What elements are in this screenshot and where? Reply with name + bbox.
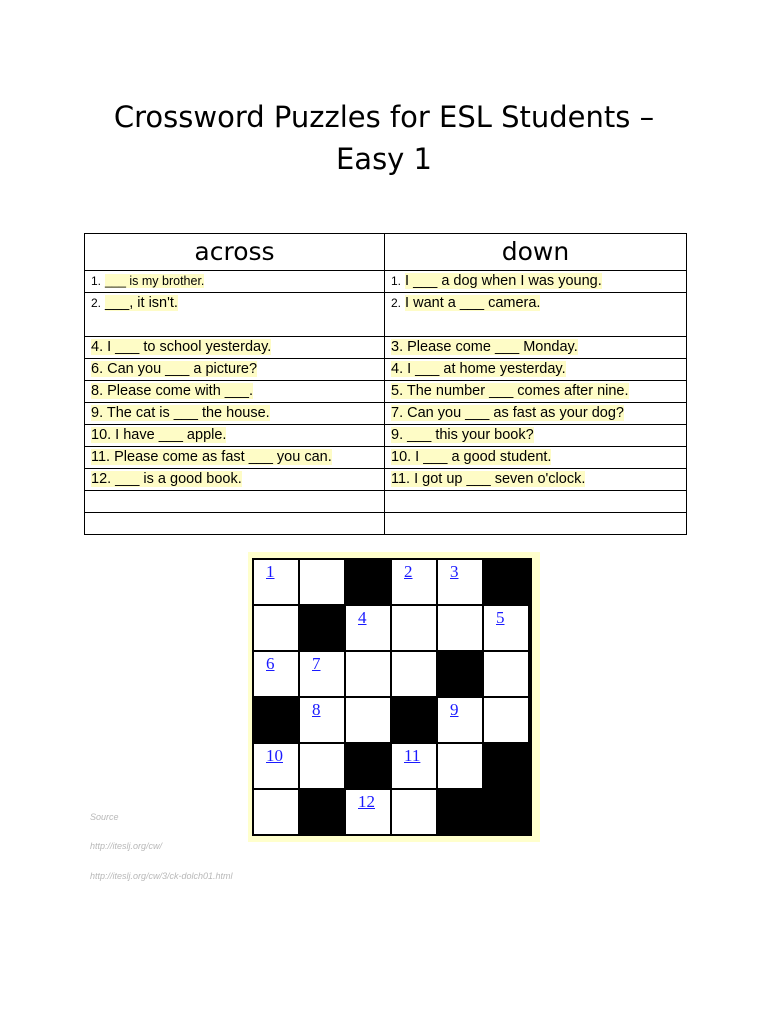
source-link-2[interactable]: http://iteslj.org/cw/3/ck-dolch01.html (90, 871, 233, 881)
crossword-cell[interactable] (437, 605, 483, 651)
down-clue (385, 293, 687, 337)
page-title (84, 96, 684, 180)
crossword-cell[interactable] (253, 743, 299, 789)
across-clue (85, 469, 385, 491)
crossword-cell[interactable] (299, 697, 345, 743)
crossword-cell[interactable] (437, 743, 483, 789)
crossword-cell[interactable] (253, 605, 299, 651)
clue-text: 10. I ___ a good student. (391, 449, 552, 465)
clue-text: 12. ___ is a good book. (91, 471, 242, 487)
crossword-clue-number-link[interactable]: 12 (358, 792, 375, 811)
down-clue (385, 425, 687, 447)
down-clue (385, 337, 687, 359)
crossword-clue-number-link[interactable]: 11 (404, 746, 421, 765)
crossword-cell[interactable] (345, 697, 391, 743)
clue-text: I ___ a dog when I was young. (405, 273, 602, 289)
crossword-cell[interactable] (299, 559, 345, 605)
crossword-clue-number-link[interactable]: 9 (450, 700, 459, 719)
across-clue (85, 381, 385, 403)
clue-number: 2. (391, 296, 402, 310)
crossword-black-cell (483, 789, 529, 835)
clue-text: 11. Please come as fast ___ you can. (91, 449, 332, 465)
crossword-cell[interactable] (391, 605, 437, 651)
crossword-cell[interactable] (299, 743, 345, 789)
clue-number: 1. (91, 274, 102, 288)
across-header: across (85, 234, 385, 271)
crossword-cell[interactable] (437, 559, 483, 605)
clue-text: 10. I have ___ apple. (91, 427, 227, 443)
table-row (85, 337, 687, 359)
clue-text: 4. I ___ at home yesterday. (391, 361, 566, 377)
crossword-black-cell (345, 559, 391, 605)
crossword-clue-number-link[interactable]: 8 (312, 700, 321, 719)
crossword-clue-number-link[interactable]: 4 (358, 608, 367, 627)
table-row (85, 271, 687, 293)
crossword-black-cell (483, 743, 529, 789)
clue-text: I want a ___ camera. (405, 295, 541, 311)
clue-text: 8. Please come with ___. (91, 383, 254, 399)
crossword-cell[interactable] (391, 651, 437, 697)
down-clue (385, 403, 687, 425)
crossword-black-cell (437, 651, 483, 697)
title-line-1: Crossword Puzzles for ESL Students – (113, 100, 655, 134)
empty-cell (85, 513, 385, 535)
across-clue (85, 271, 385, 293)
across-clue (85, 425, 385, 447)
crossword-cell[interactable] (253, 651, 299, 697)
clue-number: 1. (391, 274, 402, 288)
down-clue (385, 469, 687, 491)
crossword-clue-number-link[interactable]: 10 (266, 746, 283, 765)
table-row (85, 425, 687, 447)
crossword-cell[interactable] (345, 789, 391, 835)
table-row (85, 359, 687, 381)
crossword-cell[interactable] (437, 697, 483, 743)
crossword-clue-number-link[interactable]: 7 (312, 654, 321, 673)
clue-text: 9. The cat is ___ the house. (91, 405, 270, 421)
clue-text: 3. Please come ___ Monday. (391, 339, 578, 355)
crossword-clue-number-link[interactable]: 5 (496, 608, 505, 627)
clue-text: 9. ___ this your book? (391, 427, 534, 443)
across-clue (85, 447, 385, 469)
crossword-black-cell (345, 743, 391, 789)
table-row (85, 381, 687, 403)
table-row-empty (85, 491, 687, 513)
clue-text: 11. I got up ___ seven o'clock. (391, 471, 586, 487)
title-line-2: Easy 1 (335, 142, 433, 176)
clue-text: 6. Can you ___ a picture? (91, 361, 258, 377)
empty-cell (385, 491, 687, 513)
empty-cell (85, 491, 385, 513)
down-clue (385, 447, 687, 469)
source-label: Source (90, 812, 119, 822)
across-clue (85, 359, 385, 381)
table-row (85, 447, 687, 469)
crossword-black-cell (299, 789, 345, 835)
clues-table (84, 233, 687, 535)
clue-text: ___ is my brother. (105, 274, 205, 288)
down-clue (385, 271, 687, 293)
table-row-empty (85, 513, 687, 535)
crossword-container (248, 552, 540, 842)
source-link-1[interactable]: http://iteslj.org/cw/ (90, 841, 163, 851)
table-row (85, 403, 687, 425)
clue-text: 4. I ___ to school yesterday. (91, 339, 272, 355)
crossword-cell[interactable] (345, 651, 391, 697)
crossword-clue-number-link[interactable]: 3 (450, 562, 459, 581)
crossword-cell[interactable] (299, 651, 345, 697)
down-header: down (385, 234, 687, 271)
crossword-cell[interactable] (483, 697, 529, 743)
clues-header-row (85, 234, 687, 271)
crossword-cell[interactable] (391, 789, 437, 835)
down-clue (385, 381, 687, 403)
clue-text: 7. Can you ___ as fast as your dog? (391, 405, 624, 421)
table-row (85, 293, 687, 337)
crossword-cell[interactable] (253, 789, 299, 835)
across-clue (85, 337, 385, 359)
crossword-black-cell (391, 697, 437, 743)
clue-text: ___, it isn't. (105, 295, 178, 311)
crossword-black-cell (299, 605, 345, 651)
crossword-clue-number-link[interactable]: 6 (266, 654, 275, 673)
table-row (85, 469, 687, 491)
down-clue (385, 359, 687, 381)
clue-text: 5. The number ___ comes after nine. (391, 383, 629, 399)
clue-number: 2. (91, 296, 102, 310)
crossword-cell[interactable] (253, 559, 299, 605)
crossword-cell[interactable] (483, 605, 529, 651)
crossword-grid (252, 558, 532, 836)
crossword-cell[interactable] (391, 559, 437, 605)
across-clue (85, 293, 385, 337)
crossword-black-cell (483, 559, 529, 605)
crossword-black-cell (437, 789, 483, 835)
crossword-clue-number-link[interactable]: 2 (404, 562, 413, 581)
empty-cell (385, 513, 687, 535)
crossword-cell[interactable] (483, 651, 529, 697)
crossword-cell[interactable] (345, 605, 391, 651)
crossword-black-cell (253, 697, 299, 743)
across-clue (85, 403, 385, 425)
crossword-cell[interactable] (391, 743, 437, 789)
crossword-clue-number-link[interactable]: 1 (266, 562, 275, 581)
